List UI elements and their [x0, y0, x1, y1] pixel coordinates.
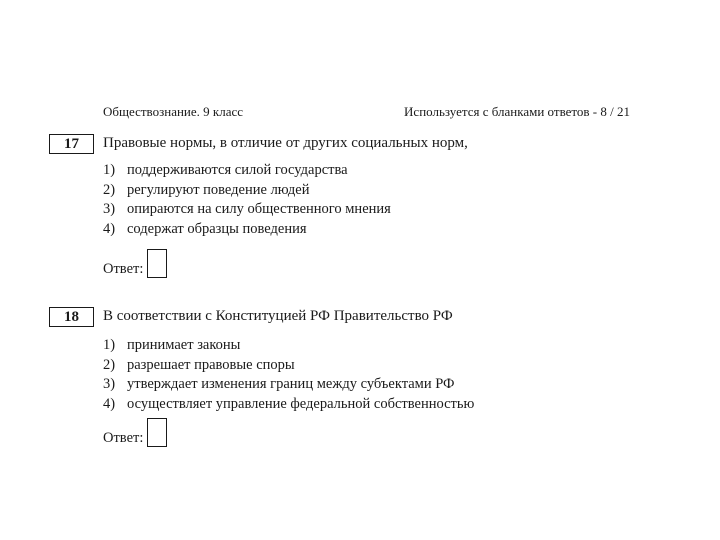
option-text: осуществляет управление федеральной собственностью — [127, 395, 475, 412]
option-text: содержат образцы поведения — [127, 220, 307, 237]
option-4 — [103, 220, 391, 240]
subject-title: Обществознание. 9 класс — [103, 104, 244, 119]
option-text: разрешает правовые споры — [127, 356, 295, 373]
option-number: 4) — [103, 395, 116, 412]
option-3 — [103, 375, 474, 395]
answer-row — [103, 249, 167, 278]
options-list — [103, 161, 391, 239]
option-2 — [103, 356, 474, 376]
option-1 — [103, 336, 474, 356]
option-1 — [103, 161, 391, 181]
option-2 — [103, 181, 391, 201]
answer-box[interactable] — [147, 249, 167, 278]
option-number: 1) — [103, 337, 116, 353]
option-text: поддерживаются силой государства — [127, 162, 348, 178]
option-number: 4) — [103, 220, 116, 237]
answer-label: Ответ: — [103, 430, 144, 446]
option-3 — [103, 200, 391, 220]
option-number: 3) — [103, 376, 116, 392]
option-text: опираются на силу общественного мнения — [127, 201, 391, 217]
option-4 — [103, 395, 474, 415]
options-list — [103, 336, 474, 414]
option-number: 1) — [103, 162, 116, 178]
page-note: Используется с бланками ответов - 8 / 21 — [404, 104, 630, 119]
question-stem: В соответствии с Конституцией РФ Правительство РФ — [103, 308, 453, 324]
answer-label: Ответ: — [103, 261, 144, 277]
answer-row — [103, 418, 167, 447]
option-text: утверждает изменения границ между субъектами РФ — [127, 376, 455, 392]
page-header — [103, 104, 630, 120]
option-text: принимает законы — [127, 337, 241, 353]
answer-box[interactable] — [147, 418, 167, 447]
option-number: 2) — [103, 356, 116, 373]
question-number: 17 — [49, 134, 94, 154]
question-number: 18 — [49, 307, 94, 327]
option-number: 2) — [103, 181, 116, 198]
question-stem: Правовые нормы, в отличие от других социальных норм, — [103, 135, 468, 151]
option-text: регулируют поведение людей — [127, 181, 310, 198]
option-number: 3) — [103, 201, 116, 217]
